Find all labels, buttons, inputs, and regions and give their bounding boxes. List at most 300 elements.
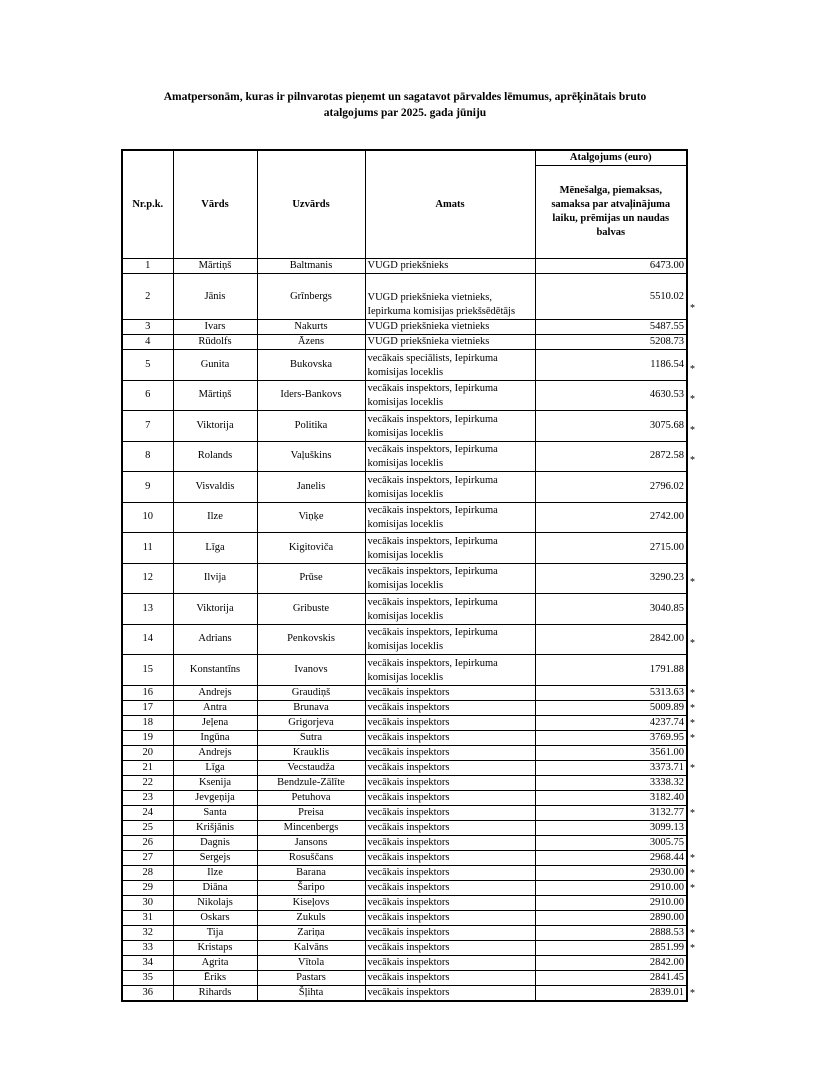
cell-nr-text: 5: [145, 358, 151, 370]
cell-amount: [535, 320, 687, 335]
cell-name-text: Viktorija: [196, 419, 234, 431]
table-row: [122, 685, 687, 700]
cell-amount-text: 3338.32: [649, 776, 684, 788]
table-row: [122, 865, 687, 880]
cell-name-text: Gunita: [200, 358, 230, 370]
cell-nr: [122, 533, 173, 564]
table-row: [122, 472, 687, 503]
cell-amount: [535, 380, 695, 411]
cell-surname-text: Kigitoviča: [288, 541, 334, 553]
footnote-asterisk: *: [690, 455, 695, 466]
cell-surname: [257, 745, 365, 760]
footnote-asterisk: *: [690, 702, 695, 714]
cell-nr-text: 36: [142, 986, 153, 998]
cell-nr-text: 22: [142, 776, 153, 788]
cell-name: [173, 865, 257, 880]
cell-name: [173, 745, 257, 760]
cell-amount: [535, 655, 687, 686]
cell-surname-text: Penkovskis: [287, 633, 335, 645]
cell-name-text: Antra: [203, 701, 227, 713]
cell-nr: [122, 350, 173, 381]
cell-position: [365, 502, 535, 533]
cell-position-text: vecākais inspektors, Iepirkuma komisijas loceklis: [367, 413, 498, 439]
cell-name: [173, 533, 257, 564]
cell-amount-text: 1791.88: [649, 663, 684, 675]
cell-surname-text: Gribuste: [292, 602, 330, 614]
cell-surname: [257, 775, 365, 790]
table-row: [122, 970, 687, 985]
cell-position-text: VUGD priekšnieks: [367, 260, 449, 271]
cell-nr-text: 16: [142, 686, 153, 698]
cell-name: [173, 563, 257, 594]
cell-position: [365, 820, 535, 835]
cell-nr-text: 20: [142, 746, 153, 758]
table-row: [122, 380, 687, 411]
cell-nr: [122, 940, 173, 955]
cell-position-text: vecākais inspektors: [367, 716, 450, 728]
cell-position-text: vecākais inspektors: [367, 941, 450, 953]
cell-nr: [122, 850, 173, 865]
cell-amount-text: 2872.58: [649, 450, 684, 462]
cell-surname-text: Iders-Bankovs: [280, 389, 342, 401]
cell-amount-text: 2841.45: [649, 971, 684, 983]
cell-amount: [535, 955, 687, 970]
cell-amount: [535, 274, 695, 320]
cell-name: [173, 380, 257, 411]
cell-position-text: vecākais inspektors: [367, 926, 450, 938]
cell-surname: [257, 320, 365, 335]
cell-amount-text: 3561.00: [649, 746, 684, 758]
cell-name: [173, 411, 257, 442]
cell-surname: [257, 730, 365, 745]
cell-surname-text: Petuhova: [291, 791, 331, 803]
cell-nr: [122, 925, 173, 940]
cell-surname-text: Āzens: [297, 336, 325, 347]
cell-position-text: vecākais inspektors: [367, 776, 450, 788]
footnote-asterisk: *: [690, 807, 695, 819]
cell-nr: [122, 790, 173, 805]
cell-position-text: vecākais inspektors: [367, 836, 450, 848]
cell-nr: [122, 563, 173, 594]
cell-amount-text: 3373.71: [649, 761, 684, 773]
cell-name: [173, 655, 257, 686]
cell-position: [365, 700, 535, 715]
cell-nr-text: 31: [142, 911, 153, 923]
table-row: [122, 955, 687, 970]
cell-position-text: vecākais inspektors: [367, 701, 450, 713]
cell-position: [365, 850, 535, 865]
cell-nr-text: 21: [142, 761, 153, 773]
cell-position: [365, 259, 535, 274]
cell-position-text: vecākais inspektors: [367, 686, 450, 698]
cell-nr-text: 24: [142, 806, 153, 818]
cell-position: [365, 925, 535, 940]
cell-amount: [535, 502, 687, 533]
cell-amount-text: 2742.00: [649, 511, 684, 523]
cell-nr-text: 25: [142, 821, 153, 833]
footnote-asterisk: *: [690, 303, 695, 314]
cell-position: [365, 624, 535, 655]
cell-position: [365, 865, 535, 880]
cell-position-text: vecākais speciālists, Iepirkuma komisijas loceklis: [367, 352, 498, 378]
cell-position: [365, 335, 535, 350]
cell-amount: [535, 940, 695, 955]
cell-name-text: Jeļena: [201, 716, 229, 728]
table-row: [122, 624, 687, 655]
cell-position-text: vecākais inspektors: [367, 746, 450, 758]
cell-amount: [535, 925, 695, 940]
footnote-asterisk: *: [690, 762, 695, 774]
cell-surname-text: Bendzule-Zālīte: [277, 776, 345, 788]
table-row: [122, 655, 687, 686]
cell-name-text: Jānis: [204, 290, 226, 302]
cell-nr: [122, 472, 173, 503]
cell-name: [173, 350, 257, 381]
cell-position: [365, 745, 535, 760]
cell-position-text: vecākais inspektors: [367, 911, 450, 923]
cell-name-text: Ilvija: [203, 572, 227, 584]
cell-amount: [535, 775, 687, 790]
cell-surname-text: Bukovska: [290, 358, 332, 370]
cell-amount: [535, 880, 695, 895]
cell-position-text: vecākais inspektors: [367, 851, 450, 863]
cell-surname-text: Nakurts: [294, 321, 328, 332]
cell-nr-text: 11: [142, 541, 153, 553]
cell-nr: [122, 910, 173, 925]
cell-nr: [122, 685, 173, 700]
cell-name-text: Visvaldis: [195, 480, 235, 492]
cell-nr-text: 1: [145, 260, 151, 271]
cell-surname: [257, 865, 365, 880]
cell-nr: [122, 700, 173, 715]
cell-position-text: vecākais inspektors: [367, 986, 450, 998]
title-line-1: Amatpersonām, kuras ir pilnvarotas pieņemt un sagatavot pārvaldes lēmumus, aprēķinātais bruto: [163, 91, 647, 103]
cell-position: [365, 533, 535, 564]
cell-position-text: vecākais inspektors, Iepirkuma komisijas loceklis: [367, 505, 498, 530]
cell-surname-text: Kalvāns: [293, 941, 329, 953]
cell-amount-text: 3769.95: [649, 731, 684, 743]
cell-surname: [257, 850, 365, 865]
cell-amount-text: 3040.85: [649, 602, 684, 614]
cell-amount: [535, 563, 695, 594]
cell-amount: [535, 970, 687, 985]
cell-surname-text: Baltmanis: [289, 260, 333, 271]
cell-name: [173, 320, 257, 335]
cell-position: [365, 380, 535, 411]
cell-surname-text: Politika: [294, 419, 328, 431]
cell-amount: [535, 533, 687, 564]
table-row: [122, 880, 687, 895]
cell-name: [173, 775, 257, 790]
table-row: [122, 411, 687, 442]
cell-amount-text: 4630.53: [649, 389, 684, 401]
cell-position: [365, 760, 535, 775]
cell-position-text: vecākais inspektors, Iepirkuma komisijas loceklis: [367, 474, 498, 500]
cell-surname: [257, 880, 365, 895]
cell-position-text: vecākais inspektors: [367, 806, 450, 818]
cell-surname: [257, 594, 365, 625]
table-row: [122, 985, 687, 1001]
cell-surname: [257, 910, 365, 925]
cell-nr: [122, 655, 173, 686]
cell-amount: [535, 350, 695, 381]
cell-surname: [257, 502, 365, 533]
cell-surname: [257, 441, 365, 472]
cell-position: [365, 940, 535, 955]
cell-nr: [122, 955, 173, 970]
cell-name-text: Ilze: [207, 511, 223, 523]
cell-nr-text: 26: [142, 836, 153, 848]
cell-amount: [535, 335, 687, 350]
cell-nr: [122, 594, 173, 625]
cell-position: [365, 730, 535, 745]
cell-name: [173, 805, 257, 820]
table-row: [122, 850, 687, 865]
cell-nr-text: 7: [145, 419, 151, 431]
cell-name-text: Adrians: [198, 633, 232, 645]
cell-surname-text: Prūse: [299, 572, 323, 584]
table-row: [122, 805, 687, 820]
cell-name-text: Līga: [205, 761, 225, 773]
cell-surname: [257, 895, 365, 910]
table-row: [122, 910, 687, 925]
cell-surname-text: Viņķe: [298, 511, 324, 523]
cell-amount: [535, 715, 695, 730]
cell-name: [173, 685, 257, 700]
cell-surname-text: Zukuls: [296, 911, 326, 923]
cell-name: [173, 730, 257, 745]
header-position: Amats: [365, 150, 535, 259]
cell-name: [173, 441, 257, 472]
table-body: [122, 259, 695, 1001]
cell-surname-text: Preisa: [298, 806, 324, 818]
cell-surname-text: Šaripo: [297, 881, 325, 893]
cell-nr-text: 2: [145, 290, 151, 302]
cell-surname: [257, 533, 365, 564]
cell-amount-text: 2910.00: [649, 896, 684, 908]
cell-nr: [122, 820, 173, 835]
table-row: [122, 502, 687, 533]
cell-position: [365, 411, 535, 442]
cell-surname: [257, 760, 365, 775]
cell-name-text: Ivars: [204, 321, 226, 332]
cell-position: [365, 350, 535, 381]
cell-amount: [535, 850, 695, 865]
cell-surname-text: Pastars: [296, 971, 326, 983]
footnote-asterisk: *: [690, 882, 695, 894]
cell-name-text: Andrejs: [198, 686, 232, 698]
cell-surname-text: Kiseļovs: [292, 896, 330, 908]
cell-surname: [257, 715, 365, 730]
cell-surname: [257, 955, 365, 970]
table-row: [122, 925, 687, 940]
cell-position-text: vecākais inspektors, Iepirkuma komisijas loceklis: [367, 383, 498, 408]
cell-amount-text: 2930.00: [649, 866, 684, 878]
cell-name-text: Ksenija: [198, 776, 232, 788]
footnote-asterisk: *: [690, 687, 695, 699]
cell-surname-text: Vecstaudža: [287, 761, 335, 773]
cell-position-text: vecākais inspektors: [367, 881, 450, 893]
cell-nr: [122, 411, 173, 442]
cell-name-text: Kristaps: [197, 941, 233, 953]
footnote-asterisk: *: [690, 638, 695, 649]
cell-position-text: vecākais inspektors, Iepirkuma komisijas loceklis: [367, 596, 498, 622]
cell-name-text: Jevgeņija: [195, 791, 235, 803]
cell-amount: [535, 685, 695, 700]
cell-amount: [535, 820, 687, 835]
table-row: [122, 350, 687, 381]
cell-name-text: Rolands: [197, 450, 233, 462]
cell-nr: [122, 865, 173, 880]
cell-amount: [535, 411, 695, 442]
cell-amount: [535, 805, 695, 820]
cell-name-text: Ilze: [207, 866, 223, 878]
cell-nr: [122, 502, 173, 533]
cell-amount-text: 6473.00: [649, 260, 684, 271]
footnote-asterisk: *: [690, 732, 695, 744]
cell-name-text: Rihards: [198, 986, 232, 998]
cell-name: [173, 715, 257, 730]
cell-surname: [257, 805, 365, 820]
header-nr: Nr.p.k.: [122, 150, 173, 259]
cell-nr-text: 18: [142, 716, 153, 728]
cell-surname-text: Janelis: [296, 480, 326, 492]
cell-nr-text: 10: [142, 511, 153, 523]
cell-name-text: Sergejs: [199, 851, 231, 863]
cell-name: [173, 925, 257, 940]
cell-position: [365, 805, 535, 820]
cell-name-text: Diāna: [202, 881, 228, 893]
cell-surname-text: Vaļuškins: [290, 450, 332, 462]
cell-position: [365, 715, 535, 730]
cell-surname: [257, 655, 365, 686]
cell-nr: [122, 760, 173, 775]
cell-nr-text: 12: [142, 572, 153, 584]
cell-position: [365, 563, 535, 594]
cell-name: [173, 940, 257, 955]
cell-name: [173, 910, 257, 925]
footnote-asterisk: *: [690, 577, 695, 588]
cell-amount: [535, 790, 687, 805]
cell-name: [173, 895, 257, 910]
cell-surname: [257, 380, 365, 411]
cell-nr-text: 17: [142, 701, 153, 713]
header-surname: Uzvārds: [257, 150, 365, 259]
table-row: [122, 441, 687, 472]
footnote-asterisk: *: [690, 852, 695, 864]
cell-position-text: vecākais inspektors, Iepirkuma komisijas loceklis: [367, 657, 498, 683]
cell-name: [173, 594, 257, 625]
table-row: [122, 533, 687, 564]
cell-position: [365, 910, 535, 925]
cell-nr-text: 6: [145, 389, 151, 401]
cell-amount-text: 3182.40: [649, 791, 684, 803]
cell-surname: [257, 411, 365, 442]
cell-surname-text: Šļihta: [298, 986, 324, 998]
cell-surname: [257, 985, 365, 1001]
cell-amount-text: 2910.00: [649, 881, 684, 893]
cell-name: [173, 760, 257, 775]
header-row: [122, 150, 687, 166]
cell-surname-text: Sutra: [299, 731, 323, 743]
cell-surname: [257, 700, 365, 715]
header-pay: Mēnešalga, piemaksas, samaksa par atvaļinājuma laiku, prēmijas un naudas balvas: [535, 166, 687, 259]
cell-position: [365, 320, 535, 335]
table-row: [122, 895, 687, 910]
cell-name-text: Krišjānis: [196, 821, 234, 833]
table-row: [122, 700, 687, 715]
cell-amount-text: 1186.54: [650, 358, 684, 370]
cell-position: [365, 274, 535, 320]
cell-amount-text: 3290.23: [649, 572, 684, 584]
cell-nr: [122, 259, 173, 274]
table-row: [122, 335, 687, 350]
footnote-asterisk: *: [690, 394, 695, 405]
cell-position-text: vecākais inspektors: [367, 971, 450, 983]
cell-position-text: vecākais inspektors: [367, 761, 450, 773]
footnote-asterisk: *: [690, 424, 695, 436]
cell-name: [173, 970, 257, 985]
cell-surname: [257, 970, 365, 985]
table-row: [122, 775, 687, 790]
cell-amount-text: 2888.53: [649, 926, 684, 938]
cell-amount: [535, 895, 687, 910]
cell-nr-text: 15: [142, 663, 153, 675]
table-row: [122, 274, 687, 320]
cell-position-text: VUGD priekšnieka vietnieks: [367, 336, 490, 347]
cell-position: [365, 970, 535, 985]
table-row: [122, 730, 687, 745]
cell-amount: [535, 441, 695, 472]
cell-surname: [257, 820, 365, 835]
cell-name-text: Ēriks: [203, 971, 227, 983]
cell-surname-text: Ivanovs: [294, 663, 328, 675]
cell-nr: [122, 970, 173, 985]
cell-surname: [257, 685, 365, 700]
cell-nr: [122, 805, 173, 820]
cell-name-text: Rūdolfs: [198, 336, 232, 347]
cell-position-text: vecākais inspektors: [367, 821, 450, 833]
cell-amount: [535, 745, 687, 760]
cell-name: [173, 274, 257, 320]
cell-name: [173, 820, 257, 835]
cell-amount: [535, 472, 687, 503]
cell-amount: [535, 985, 695, 1001]
cell-name-text: Līga: [205, 541, 225, 553]
cell-surname-text: Vītola: [297, 956, 325, 968]
cell-amount: [535, 259, 687, 274]
cell-surname: [257, 835, 365, 850]
cell-position: [365, 655, 535, 686]
cell-nr: [122, 775, 173, 790]
cell-position-text: VUGD priekšnieka vietnieks: [367, 321, 490, 332]
cell-nr: [122, 274, 173, 320]
cell-name: [173, 955, 257, 970]
cell-amount: [535, 760, 695, 775]
cell-nr-text: 33: [142, 941, 153, 953]
cell-name: [173, 259, 257, 274]
cell-amount-text: 5208.73: [649, 336, 684, 347]
table-row: [122, 940, 687, 955]
cell-nr-text: 32: [142, 926, 153, 938]
cell-amount-text: 3075.68: [649, 419, 684, 431]
cell-position: [365, 790, 535, 805]
cell-nr-text: 35: [142, 971, 153, 983]
cell-nr: [122, 730, 173, 745]
cell-position-text: vecākais inspektors: [367, 866, 450, 878]
cell-amount: [535, 865, 695, 880]
cell-position-text: VUGD priekšnieka vietnieks, Iepirkuma komisijas priekšsēdētājs: [367, 292, 516, 317]
